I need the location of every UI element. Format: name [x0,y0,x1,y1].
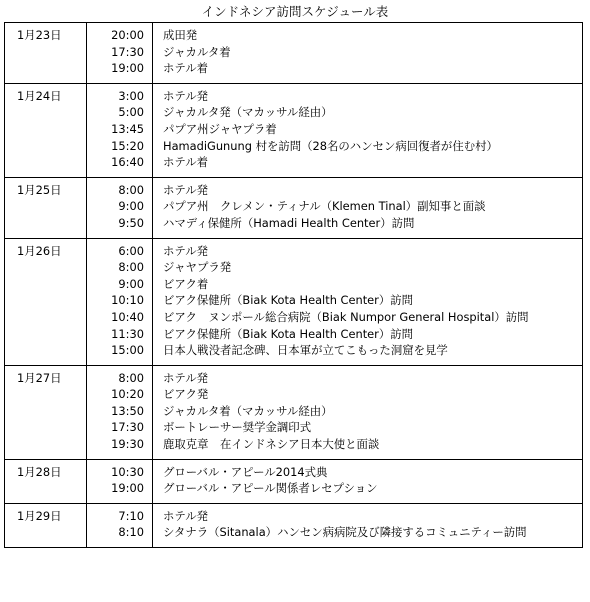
entry-event: ジャカルタ発（マカッサル経由） [163,105,333,120]
entry-time: 8:00 [118,370,144,385]
day-date: 1月29日 [5,503,87,547]
entry-event: 鹿取克章 在インドネシア日本大使と面談 [163,437,380,452]
entry-time: 9:00 [118,199,144,214]
entry-time: 15:20 [111,138,144,153]
entry-time: 9:00 [118,276,144,291]
entry-event: ホテル発 [163,88,208,103]
entry-time: 3:00 [118,88,144,103]
day-row [5,459,583,503]
entry-event: ジャカルタ着（マカッサル経由） [163,403,333,418]
entry-time: 17:30 [111,420,144,435]
entry-time: 5:00 [118,105,144,120]
day-times [87,459,153,503]
day-date: 1月25日 [5,177,87,238]
schedule-table [4,22,583,548]
entry-event: グローバル・アピール関係者レセプション [163,481,378,496]
entry-time: 10:10 [111,293,144,308]
entry-time: 6:00 [118,243,144,258]
entry-event: ビアク ヌンポール総合病院（Biak Numpor General Hospital）訪問 [163,309,529,324]
entry-time: 11:30 [111,326,144,341]
day-events [153,503,583,547]
day-times [87,23,153,84]
day-row [5,365,583,459]
entry-time: 15:00 [111,343,144,358]
day-date: 1月27日 [5,365,87,459]
day-row [5,83,583,177]
day-row [5,238,583,365]
entry-event: HamadiGunung 村を訪問（28名のハンセン病回復者が住む村） [163,138,498,153]
entry-time: 13:50 [111,403,144,418]
entry-event: ホテル着 [163,155,208,170]
entry-time: 10:30 [111,464,144,479]
day-row [5,503,583,547]
day-date: 1月28日 [5,459,87,503]
entry-event: ビアク保健所（Biak Kota Health Center）訪問 [163,293,414,308]
entry-event: 日本人戦没者記念碑、日本軍が立てこもった洞窟を見学 [163,343,448,358]
entry-event: ビアク保健所（Biak Kota Health Center）訪問 [163,326,414,341]
entry-time: 20:00 [111,28,144,42]
entry-event: パプア州ジャヤプラ着 [163,121,277,136]
day-events [153,238,583,365]
day-events [153,177,583,238]
entry-event: ハマディ保健所（Hamadi Health Center）訪問 [163,215,415,230]
day-times [87,177,153,238]
entry-event: ジャカルタ着 [163,44,231,59]
entry-time: 17:30 [111,44,144,59]
entry-event: ビアク発 [163,387,209,402]
day-date: 1月24日 [5,83,87,177]
day-events [153,23,583,84]
entry-time: 10:20 [111,387,144,402]
entry-time: 7:10 [118,508,144,523]
entry-event: シタナラ（Sitanala）ハンセン病病院及び隣接するコミュニティー訪問 [163,525,527,540]
day-times [87,503,153,547]
day-events [153,459,583,503]
entry-time: 19:00 [111,61,144,76]
entry-event: ジャヤプラ発 [163,260,232,275]
entry-time: 8:10 [118,525,144,540]
schedule-body [5,23,583,548]
entry-time: 8:00 [118,182,144,197]
day-events [153,365,583,459]
entry-event: ホテル着 [163,61,208,76]
entry-time: 19:00 [111,481,144,496]
entry-event: ホテル発 [163,243,208,258]
day-times [87,83,153,177]
day-events [153,83,583,177]
entry-time: 16:40 [111,155,144,170]
page-title: インドネシア訪問スケジュール表 [201,4,389,19]
day-date: 1月26日 [5,238,87,365]
day-row [5,177,583,238]
entry-time: 10:40 [111,309,144,324]
day-times [87,238,153,365]
entry-time: 13:45 [111,121,144,136]
entry-event: グローバル・アピール2014式典 [163,464,328,479]
entry-time: 8:00 [118,260,144,275]
entry-event: ホテル発 [163,508,208,523]
entry-event: 成田発 [163,28,198,42]
entry-event: ボートレーサー奨学金調印式 [163,420,312,435]
entry-event: ホテル発 [163,370,208,385]
day-times [87,365,153,459]
entry-event: ビアク着 [163,276,209,291]
entry-time: 9:50 [118,215,144,230]
day-row [5,23,583,84]
entry-time: 19:30 [111,437,144,452]
day-date: 1月23日 [5,23,87,84]
entry-event: ホテル発 [163,182,208,197]
entry-event: パプア州 クレメン・ティナル（Klemen Tinal）副知事と面談 [163,199,486,214]
